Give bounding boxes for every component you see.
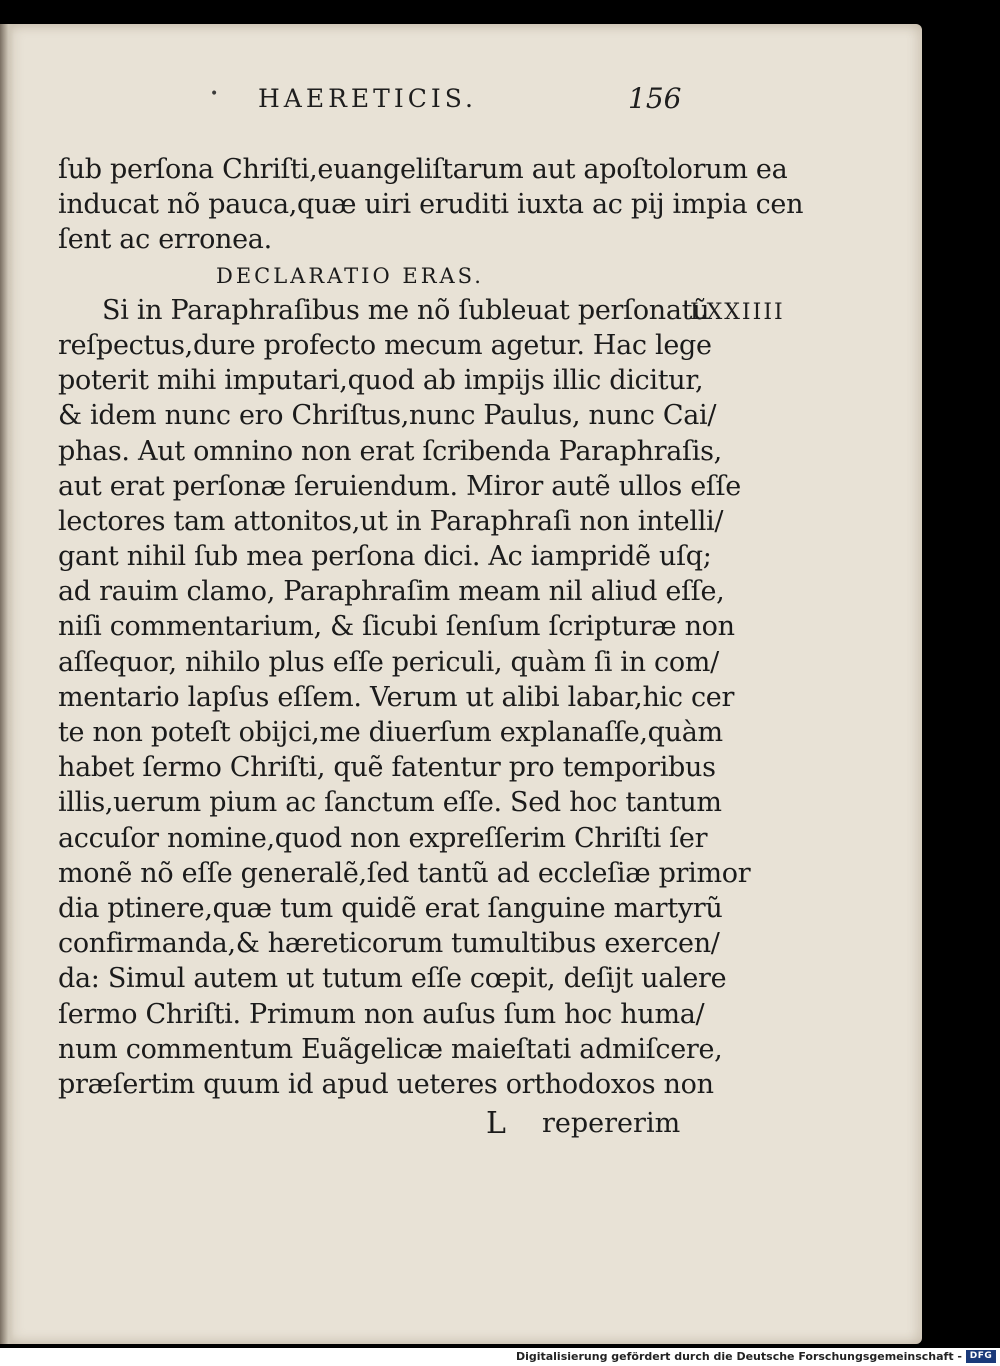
text-line: ſent ac erronea. [58,224,272,256]
text-line: phas. Aut omnino non erat ſcribenda Paraphraſis, [58,435,722,467]
text-line: te non poteſt obijci,me diuerſum explanaſſe,quàm [58,717,723,748]
catchline [480,1106,690,1146]
digitization-credit: Digitalisierung gefördert durch die Deutsche Forschungsgemeinschaft - [515,1350,962,1363]
text-line: gant nihil ſub mea perſona dici. Ac iampridẽ uſq; [58,541,712,573]
text-line: illis,uerum pium ac ſanctum eſſe. Sed hoc tantum [58,787,722,819]
text-line: reſpectus,dure profecto mecum agetur. Hac lege [58,329,712,361]
section-heading: DECLARATIO ERAS. [216,263,484,288]
text-line: aut erat perſonæ ſeruiendum. Miror autẽ ullos eſſe [58,470,741,502]
text-line: da: Simul autem ut tutum eſſe cœpit, deſijt ualere [58,963,727,995]
dfg-logo: DFG [966,1350,996,1363]
text-line: Si in Paraphraſibus me nõ ſubleuat perſonatũ [102,294,710,326]
text-line: lectores tam attonitos,ut in Paraphraſi non intelli/ [58,505,724,537]
running-head [210,80,690,120]
text-line: ad rauim clamo, Paraphraſim meam nil aliud eſſe, [58,576,725,608]
signature-mark: L [486,1106,506,1141]
text-line: num commentum Euãgelicæ maieſtati admiſcere, [58,1033,723,1065]
text-line: mentario lapſus eſſem. Verum ut alibi labar,hic cer [58,681,735,713]
text-line: aſſequor, nihilo plus eſſe periculi, quàm ſi in com/ [58,646,719,678]
text-line: monẽ nõ eſſe generalẽ,ſed tantũ ad eccleſiæ primor [58,857,751,889]
marginal-note: LXXIIII [690,300,785,325]
page-gutter-shadow [0,24,14,1344]
book-page [0,24,922,1344]
running-head-title: HAERETICIS. [258,84,477,113]
running-head-ornament: • [210,86,219,102]
text-line: ſermo Chriſti. Primum non auſus ſum hoc huma/ [58,998,705,1030]
text-line: & idem nunc ero Chriſtus,nunc Paulus, nunc Cai/ [58,400,717,432]
text-line: habet ſermo Chriſti, quẽ fatentur pro temporibus [58,752,716,784]
text-line: dia ptinere,quæ tum quidẽ erat ſanguine martyrũ [58,892,723,924]
text-line: poterit mihi imputari,quod ab impijs illic dicitur, [58,365,704,397]
text-line: confirmanda,& hæreticorum tumultibus exercen/ [58,928,720,960]
text-line: niſi commentarium, & ſicubi ſenſum ſcripturæ non [58,611,735,643]
text-line: præſertim quum id apud ueteres orthodoxos non [58,1068,714,1100]
page-number: 156 [628,82,682,115]
catchword: repererim [542,1108,681,1139]
text-line: inducat nõ pauca,quæ uiri eruditi iuxta ac pij impia cen [58,189,804,221]
text-line: accuſor nomine,quod non expreſſerim Chriſti ſer [58,822,708,854]
text-line: ſub perſona Chriſti,euangeliſtarum aut apoſtolorum ea [58,154,788,185]
